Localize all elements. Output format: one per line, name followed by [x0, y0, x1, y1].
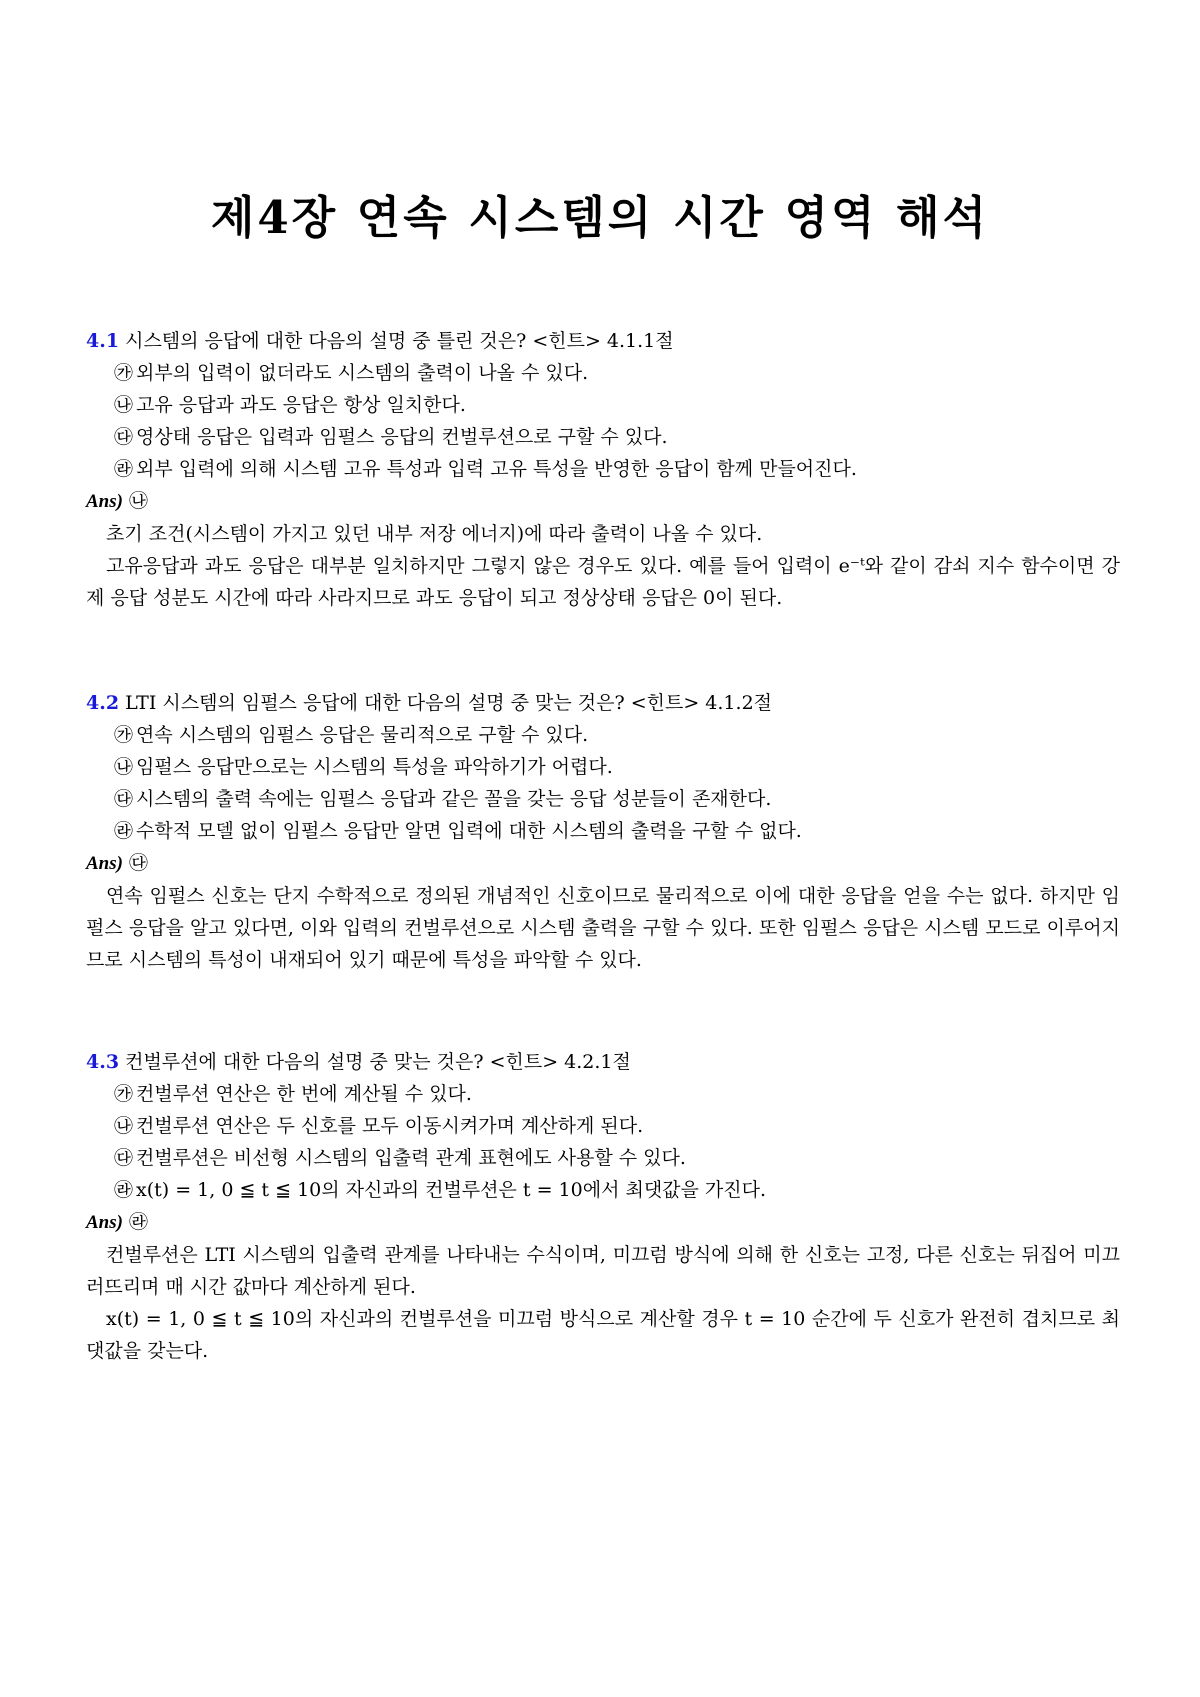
option-marker: ㉰: [114, 788, 134, 810]
option-na: [86, 389, 1120, 421]
answer-line: [86, 1206, 1120, 1239]
option-text: 시스템의 출력 속에는 임펄스 응답과 같은 꼴을 갖는 응답 성분들이 존재한다.: [136, 788, 772, 810]
option-marker: ㉱: [114, 458, 134, 480]
question-number: 4.3: [86, 1051, 120, 1073]
option-marker: ㉮: [114, 1083, 134, 1105]
option-marker: ㉯: [114, 756, 134, 778]
answer-line: [86, 847, 1120, 880]
option-ra: [86, 453, 1120, 485]
option-text: 영상태 응답은 입력과 임펄스 응답의 컨벌루션으로 구할 수 있다.: [136, 426, 668, 448]
option-marker: ㉱: [114, 1179, 134, 1201]
option-text: 외부의 입력이 없더라도 시스템의 출력이 나올 수 있다.: [136, 362, 589, 384]
option-text: 컨벌루션 연산은 한 번에 계산될 수 있다.: [136, 1083, 472, 1105]
explanation-paragraph: x(t) = 1, 0 ≦ t ≦ 10의 자신과의 컨벌루션을 미끄럼 방식으로 계산할 경우 t = 10 순간에 두 신호가 완전히 겹치므로 최댓값을 갖는다.: [86, 1308, 1120, 1362]
option-marker: ㉰: [114, 426, 134, 448]
explanation-paragraph: 초기 조건(시스템이 가지고 있던 내부 저장 에너지)에 따라 출력이 나올 수 있다.: [106, 523, 763, 545]
answer-value: ㉰: [129, 852, 149, 874]
question-number: 4.2: [86, 692, 120, 714]
option-text: 외부 입력에 의해 시스템 고유 특성과 입력 고유 특성을 반영한 응답이 함께 만들어진다.: [136, 458, 857, 480]
option-marker: ㉮: [114, 724, 134, 746]
option-marker: ㉱: [114, 820, 134, 842]
option-text: 임펄스 응답만으로는 시스템의 특성을 파악하기가 어렵다.: [136, 756, 613, 778]
question-line: [86, 687, 1120, 719]
option-text: 컨벌루션 연산은 두 신호를 모두 이동시켜가며 계산하게 된다.: [136, 1115, 644, 1137]
option-text: 연속 시스템의 임펄스 응답은 물리적으로 구할 수 있다.: [136, 724, 589, 746]
question-text: 컨벌루션에 대한 다음의 설명 중 맞는 것은? <힌트> 4.2.1절: [119, 1051, 631, 1073]
answer-label: Ans): [86, 1212, 123, 1233]
option-da: [86, 783, 1120, 815]
option-ga: [86, 719, 1120, 751]
option-text: 컨벌루션은 비선형 시스템의 입출력 관계 표현에도 사용할 수 있다.: [136, 1147, 686, 1169]
option-text: x(t) = 1, 0 ≦ t ≦ 10의 자신과의 컨벌루션은 t = 10에서 최댓값을 가진다.: [136, 1179, 767, 1201]
answer-value: ㉱: [129, 1211, 149, 1233]
option-da: [86, 1142, 1120, 1174]
option-text: 고유 응답과 과도 응답은 항상 일치한다.: [136, 394, 466, 416]
explanation-paragraph: 고유응답과 과도 응답은 대부분 일치하지만 그렇지 않은 경우도 있다. 예를 들어 입력이 e⁻ᵗ와 같이 감쇠 지수 함수이면 강제 응답 성분도 시간에 따라 사라지므로 과도 응답이 되고 정상상태 응답은 0이 된다.: [86, 555, 1120, 609]
problem-4-1: [86, 325, 1120, 614]
question-text: 시스템의 응답에 대한 다음의 설명 중 틀린 것은? <힌트> 4.1.1절: [119, 330, 674, 352]
option-ga: [86, 1078, 1120, 1110]
option-ga: [86, 357, 1120, 389]
option-da: [86, 421, 1120, 453]
answer-line: [86, 485, 1120, 518]
problem-4-2: [86, 687, 1120, 976]
question-line: [86, 325, 1120, 357]
option-ra: [86, 815, 1120, 847]
explanation-paragraph: 컨벌루션은 LTI 시스템의 입출력 관계를 나타내는 수식이며, 미끄럼 방식에 의해 한 신호는 고정, 다른 신호는 뒤집어 미끄러뜨리며 매 시간 값마다 계산하게 된다.: [86, 1244, 1120, 1298]
option-text: 수학적 모델 없이 임펄스 응답만 알면 입력에 대한 시스템의 출력을 구할 수 없다.: [136, 820, 802, 842]
question-number: 4.1: [86, 330, 120, 352]
option-na: [86, 1110, 1120, 1142]
answer-label: Ans): [86, 853, 123, 874]
option-marker: ㉰: [114, 1147, 134, 1169]
question-line: [86, 1046, 1120, 1078]
option-marker: ㉯: [114, 394, 134, 416]
option-na: [86, 751, 1120, 783]
option-ra: [86, 1174, 1120, 1206]
question-text: LTI 시스템의 임펄스 응답에 대한 다음의 설명 중 맞는 것은? <힌트> 4.1.2절: [119, 692, 773, 714]
problem-4-3: [86, 1046, 1120, 1367]
chapter-title: 제4장 연속 시스템의 시간 영역 해석: [210, 191, 990, 244]
option-marker: ㉯: [114, 1115, 134, 1137]
option-marker: ㉮: [114, 362, 134, 384]
explanation-paragraph: 연속 임펄스 신호는 단지 수학적으로 정의된 개념적인 신호이므로 물리적으로 이에 대한 응답을 얻을 수는 없다. 하지만 임펄스 응답을 알고 있다면, 이와 입력의 컨벌루션으로 시스템 출력을 구할 수 있다. 또한 임펄스 응답은 시스템 모드로 이루어지므로 시스템의 특성이 내재되어 있기 때문에 특성을 파악할 수 있다.: [86, 885, 1120, 971]
answer-value: ㉯: [129, 490, 149, 512]
answer-label: Ans): [86, 491, 123, 512]
